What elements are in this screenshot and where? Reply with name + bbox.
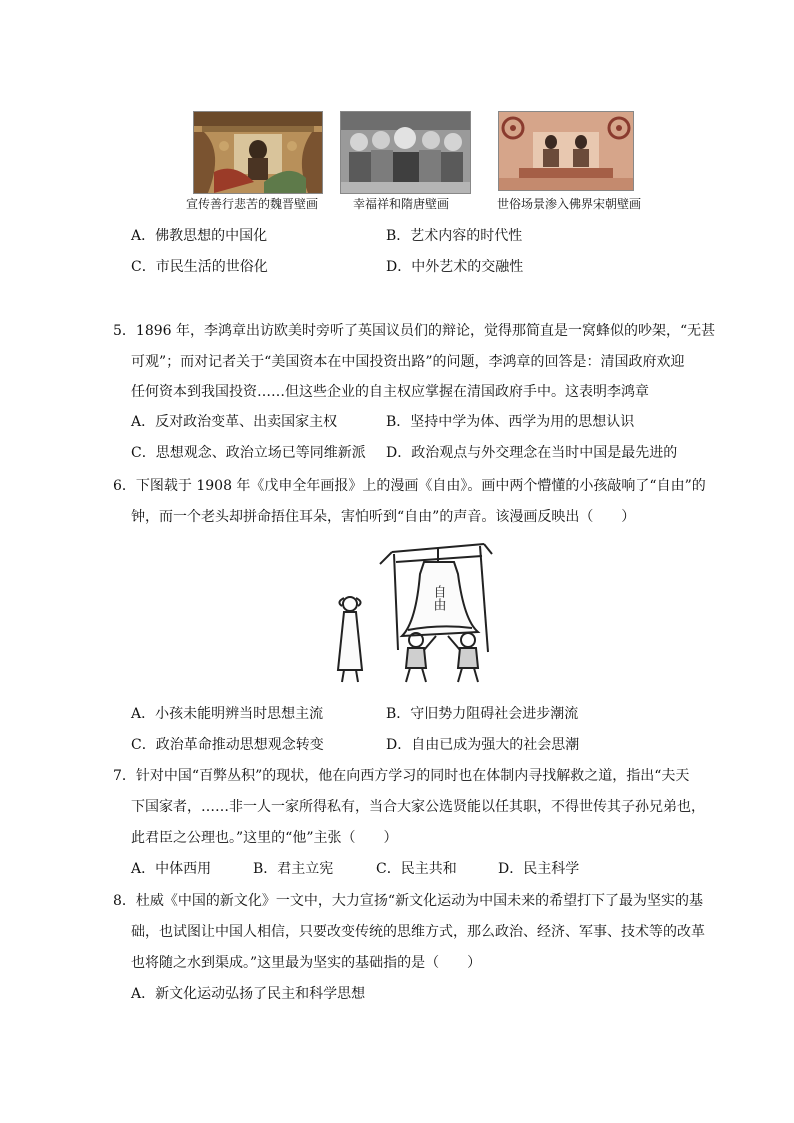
- q5-option-d: D．政治观点与外交理念在当时中国是最先进的: [386, 445, 678, 461]
- q6-option-b: B．守旧势力阻碍社会进步潮流: [386, 706, 579, 722]
- q7-stem-line-1: 7．针对中国“百弊丛积”的现状，他在向西方学习的同时也在体制内寻找解救之道，指出“夫天: [113, 768, 690, 784]
- q6-stem-line-2: 钟，而一个老头却拼命捂住耳朵，害怕听到“自由”的声音。该漫画反映出（ ）: [131, 509, 636, 525]
- q5-stem-line-1: 5．1896 年，李鸿章出访欧美时旁听了英国议员们的辩论，觉得那简直是一窝蜂似的吵架，“无甚: [113, 323, 716, 339]
- mural-caption-wei-jin: 宣传善行悲苦的魏晋壁画: [186, 197, 319, 211]
- cartoon-freedom-bell: [332, 540, 494, 688]
- q4-option-b: B．艺术内容的时代性: [386, 228, 523, 244]
- q4-option-d: D．中外艺术的交融性: [386, 259, 524, 275]
- q8-stem-line-2: 础，也试图让中国人相信，只要改变传统的思维方式，那么政治、经济、军事、技术等的改革: [131, 924, 705, 940]
- mural-image-wei-jin: [193, 111, 323, 194]
- q5-stem-line-3: 任何资本到我国投资……但这些企业的自主权应掌握在清国政府手中。这表明李鸿章: [131, 384, 649, 400]
- q5-option-b: B．坚持中学为体、西学为用的思想认识: [386, 414, 635, 430]
- q5-option-a: A．反对政治变革、出卖国家主权: [131, 414, 338, 430]
- q4-option-c: C．市民生活的世俗化: [131, 259, 268, 275]
- q8-option-a: A．新文化运动弘扬了民主和科学思想: [131, 986, 366, 1002]
- mural-image-song: [498, 111, 634, 191]
- mural-image-sui-tang: [340, 111, 471, 194]
- q7-option-b: B．君主立宪: [253, 861, 334, 877]
- cartoon-bell-text: 自由: [430, 585, 446, 611]
- q7-stem-line-2: 下国家者，……非一人一家所得私有，当合大家公选贤能以任其职，不得世传其子孙兄弟也，: [131, 799, 705, 815]
- mural-caption-song: 世俗场景渗入佛界宋朝壁画: [497, 197, 642, 211]
- q7-option-d: D．民主科学: [498, 861, 580, 877]
- q7-option-a: A．中体西用: [131, 861, 212, 877]
- q5-option-c: C．思想观念、政治立场已等同维新派: [131, 445, 366, 461]
- q8-stem-line-3: 也将随之水到渠成。”这里最为坚实的基础指的是（ ）: [131, 955, 482, 971]
- mural-caption-sui-tang: 幸福祥和隋唐壁画: [353, 197, 450, 211]
- q6-stem-line-1: 6．下图载于 1908 年《戊申全年画报》上的漫画《自由》。画中两个懵懂的小孩敲响了“自由”的: [113, 478, 706, 494]
- q7-option-c: C．民主共和: [376, 861, 457, 877]
- q5-stem-line-2: 可观”；而对记者关于“美国资本在中国投资出路”的问题，李鸿章的回答是：清国政府欢迎: [131, 354, 685, 370]
- q4-option-a: A．佛教思想的中国化: [131, 228, 268, 244]
- q7-stem-line-3: 此君臣之公理也。”这里的“他”主张（ ）: [131, 830, 398, 846]
- q6-option-a: A．小孩未能明辨当时思想主流: [131, 706, 324, 722]
- q6-option-d: D．自由已成为强大的社会思潮: [386, 737, 580, 753]
- q8-stem-line-1: 8．杜威《中国的新文化》一文中，大力宣扬“新文化运动为中国未来的希望打下了最为坚实的基: [113, 893, 704, 909]
- q6-option-c: C．政治革命推动思想观念转变: [131, 737, 324, 753]
